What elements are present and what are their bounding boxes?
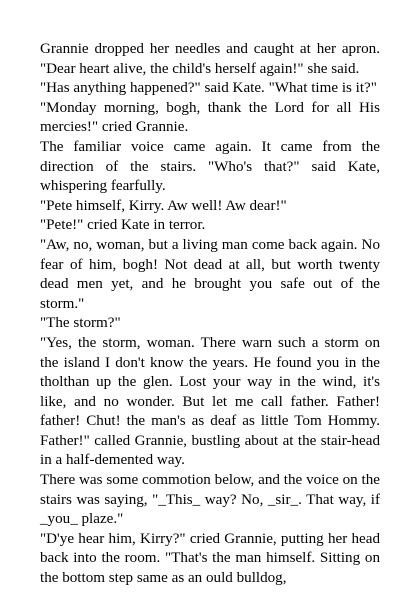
paragraph: "Pete!" cried Kate in terror.	[40, 217, 206, 234]
paragraph: Grannie dropped her needles and caught at her apron. "Dear heart alive, the child's herself again!" she said.	[40, 41, 380, 77]
paragraph: The familiar voice came again. It came from the direction of the stairs. "Who's that?" said Kate, whispering fearfully.	[40, 138, 380, 195]
paragraph: There was some commotion below, and the voice on the stairs was saying, "_This_ way? No, _sir_. That way, if _you_ plaze."	[40, 472, 380, 528]
page-text	[40, 40, 380, 589]
paragraph: "Monday morning, bogh, thank the Lord for all His mercies!" cried Grannie.	[40, 99, 380, 136]
paragraph: "D'ye hear him, Kirry?" cried Grannie, putting her head back into the room. "That's the man himself. Sitting on the bottom step same as an ould bulldog,	[40, 530, 380, 587]
paragraph: "Has anything happened?" said Kate. "What time is it?"	[40, 80, 377, 97]
paragraph: "Pete himself, Kirry. Aw well! Aw dear!"	[40, 197, 287, 214]
paragraph: "Aw, no, woman, but a living man come back again. No fear of him, bogh! Not dead at all, but worth twenty dead men yet, and he brought you safe out of the storm."	[40, 236, 380, 312]
paragraph: "Yes, the storm, woman. There warn such a storm on the island I don't know the years. He found you in the tholthan up the glen. Lost your way in the wind, it's like, and no wonder. But let me call father. Father! father! Chut! the man's as deaf as little Tom Hommy. Father!" called Grannie, bustling about at the stair-head in a half-demented way.	[40, 334, 380, 469]
paragraph: "The storm?"	[40, 315, 121, 332]
